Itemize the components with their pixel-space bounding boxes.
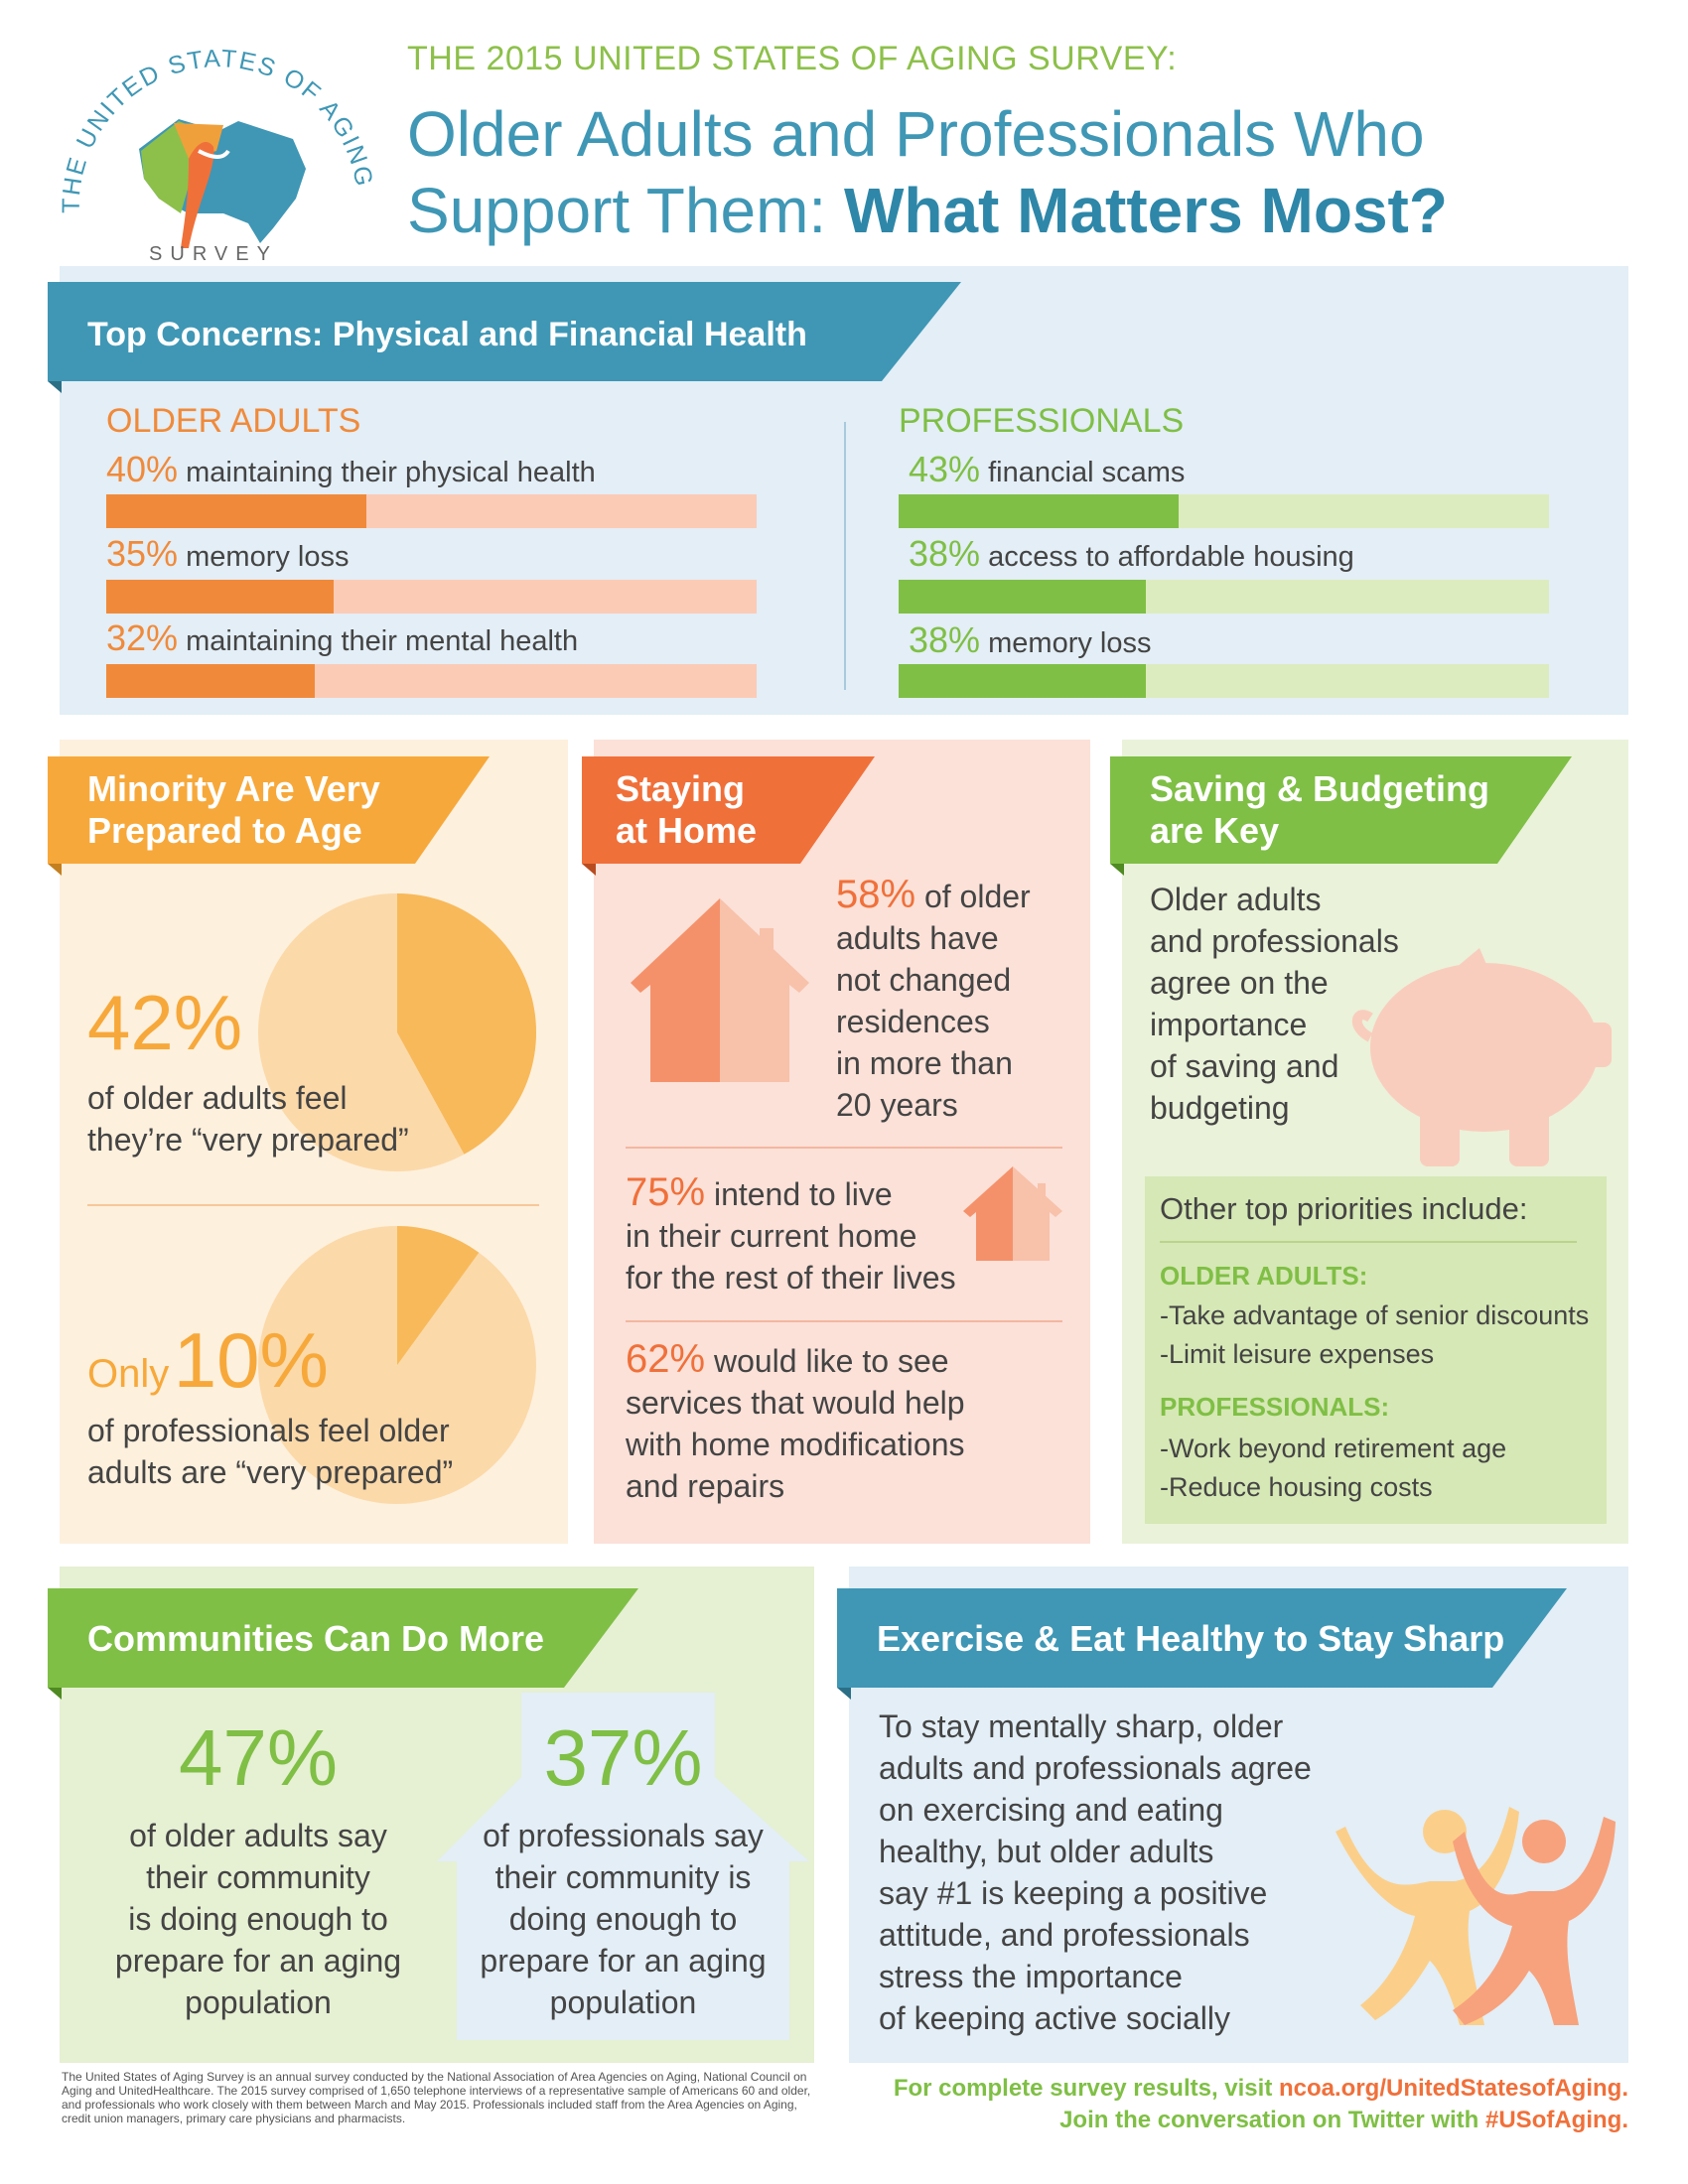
older-adult-bar-fill-3 (106, 664, 315, 698)
communities-older-pct: 47% (178, 1713, 339, 1802)
professional-bar-2 (899, 580, 1549, 614)
logo-survey-text: SURVEY (149, 243, 278, 265)
professionals-prepared-line2: adults are “very prepared” (87, 1454, 454, 1490)
home-stat-75: 75% intend to live in their current home for the rest of their lives (626, 1170, 956, 1296)
minority-banner-line2: Prepared to Age (87, 810, 362, 851)
older-adults-prepared-line1: of older adults feel (87, 1080, 348, 1116)
logo-arc-text: THE UNITED STATES OF AGING (57, 45, 377, 214)
priorities-title: Other top priorities include: (1160, 1191, 1528, 1226)
exercise-banner (837, 1588, 1572, 1700)
home-banner (582, 756, 880, 876)
professional-concern-2: 38% access to affordable housing (909, 533, 1354, 574)
home-banner-line1: Staying (616, 768, 746, 809)
communities-older-text: of older adults say their community is doing enough to prepare for an aging population (114, 1818, 402, 2020)
title-regular: Support Them: (407, 175, 827, 246)
house-icon (606, 888, 814, 1087)
saving-banner (1110, 756, 1577, 876)
hashtag-link[interactable]: #USofAging. (1485, 2107, 1628, 2133)
minority-banner (48, 756, 494, 876)
page-title-line1: Older Adults and Professionals Who (407, 98, 1425, 170)
home-stat-75-pct: 75% (626, 1170, 706, 1214)
home-stat-58-pct: 58% (836, 873, 916, 916)
home-stat-62-pct: 62% (626, 1337, 706, 1381)
priority-older-1: -Take advantage of senior discounts (1160, 1300, 1590, 1330)
survey-kicker: THE 2015 UNITED STATES OF AGING SURVEY: (407, 40, 1178, 77)
professionals-prepared-pct: 10% (173, 1316, 329, 1404)
older-adult-bar-3 (106, 664, 757, 698)
older-adults-prepared-line2: they’re “very prepared” (87, 1122, 409, 1158)
title-bold: What Matters Most? (843, 175, 1448, 246)
older-adult-bar-1 (106, 494, 757, 528)
communities-title: Communities Can Do More (87, 1618, 545, 1659)
older-adult-concern-3: 32% maintaining their mental health (106, 617, 579, 658)
minority-divider (87, 1204, 539, 1206)
home-stat-58: 58% of older adults have not changed residences in more than 20 years (836, 873, 1031, 1123)
home-banner-line2: at Home (616, 810, 758, 851)
priorities-pro-label: PROFESSIONALS: (1160, 1392, 1390, 1422)
cta-twitter: Join the conversation on Twitter with #USofAging. (1059, 2107, 1628, 2133)
active-people-icon (1336, 1787, 1618, 2030)
professional-bar-fill-2 (899, 580, 1146, 614)
professional-concern-1: 43% financial scams (909, 449, 1186, 489)
exercise-body: To stay mentally sharp, older adults and professionals agree on exercising and eating healthy, but older adults say #1 is keeping a positive attitude, and professionals stress the importance of keeping active socially (879, 1708, 1312, 2036)
communities-pro-text: of professionals say their community is doing enough to prepare for an aging population (480, 1818, 767, 2020)
older-adults-prepared-pct: 42% (87, 979, 243, 1066)
professionals-prepared-line1: of professionals feel older (87, 1413, 450, 1448)
priorities-older-label: OLDER ADULTS: (1160, 1261, 1368, 1291)
older-adult-bar-2 (106, 580, 757, 614)
professional-bar-1 (899, 494, 1549, 528)
saving-banner-line2: are Key (1150, 810, 1280, 851)
top-concerns-banner (48, 282, 961, 393)
saving-body: Older adults and professionals agree on the importance of saving and budgeting (1150, 882, 1399, 1126)
home-stat-62: 62% would like to see services that would help with home modifications and repairs (626, 1337, 965, 1504)
ncoa-link[interactable]: ncoa.org/UnitedStatesofAging. (1278, 2075, 1628, 2102)
priority-older-2: -Limit leisure expenses (1160, 1339, 1435, 1369)
communities-pro-pct: 37% (543, 1713, 703, 1802)
methodology-footnote: The United States of Aging Survey is an annual survey conducted by the National Association of Area Agencies on Aging, National Council on Aging and UnitedHealthcare. The 2015 survey comprised of 1,650 telephone interviews of a representative sample of Americans 60 and older, and professionals who work closely with them between March and May 2015. Professionals included staff from the Area Agencies on Aging, credit union managers, primary care physicians and pharmacists. (62, 2070, 811, 2125)
professional-bar-3 (899, 664, 1549, 698)
section-divider (844, 422, 846, 690)
professional-bar-fill-1 (899, 494, 1179, 528)
professional-concern-3: 38% memory loss (909, 619, 1152, 660)
exercise-title: Exercise & Eat Healthy to Stay Sharp (877, 1618, 1505, 1659)
home-divider-2 (626, 1320, 1062, 1322)
minority-banner-line1: Minority Are Very (87, 768, 380, 809)
professional-bar-fill-3 (899, 664, 1146, 698)
priorities-divider (1160, 1241, 1577, 1243)
saving-banner-line1: Saving & Budgeting (1150, 768, 1489, 809)
home-divider-1 (626, 1147, 1062, 1149)
only-prefix: Only (87, 1352, 170, 1396)
small-house-icon (958, 1161, 1067, 1266)
professionals-prepared-stat (87, 1315, 329, 1406)
priority-pro-1: -Work beyond retirement age (1160, 1433, 1507, 1463)
priority-pro-2: -Reduce housing costs (1160, 1472, 1433, 1502)
older-adult-bar-fill-2 (106, 580, 334, 614)
older-adult-concern-2: 35% memory loss (106, 533, 350, 574)
top-concerns-title: Top Concerns: Physical and Financial Health (87, 316, 807, 353)
page-title-line2 (407, 174, 1448, 247)
older-adult-concern-1: 40% maintaining their physical health (106, 449, 596, 489)
older-adults-label: OLDER ADULTS (106, 402, 361, 440)
survey-logo (50, 40, 377, 268)
older-adult-bar-fill-1 (106, 494, 366, 528)
cta-results: For complete survey results, visit ncoa.org/UnitedStatesofAging. (893, 2075, 1628, 2102)
professionals-label: PROFESSIONALS (899, 402, 1185, 440)
